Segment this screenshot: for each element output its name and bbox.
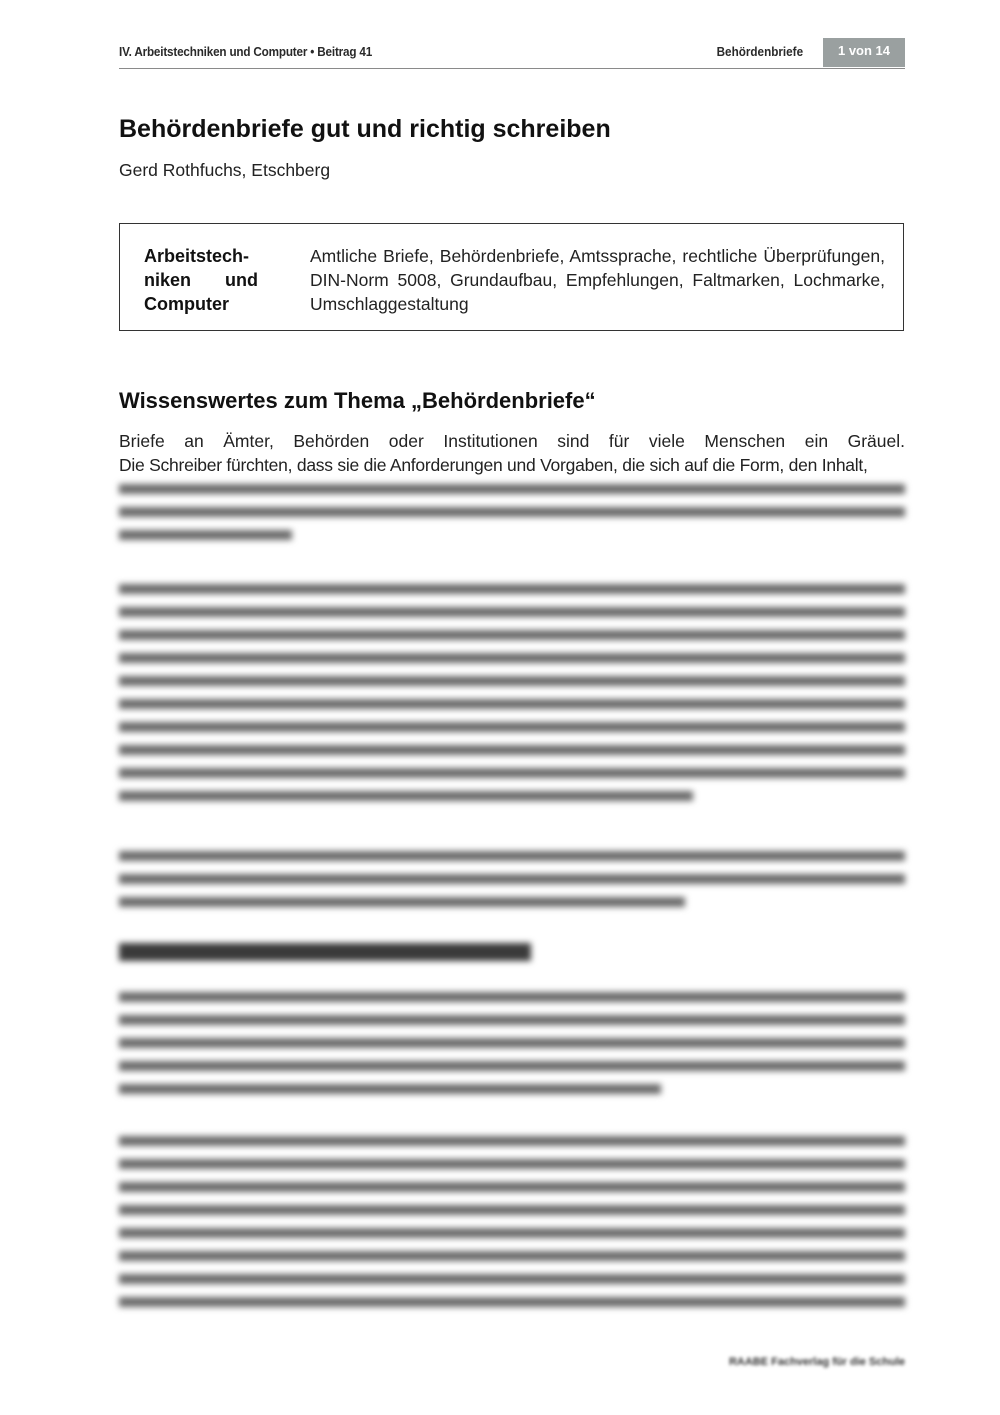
publisher-credit: RAABE Fachverlag für die Schule xyxy=(728,1356,905,1368)
blurred-paragraph xyxy=(119,478,905,553)
blurred-paragraph xyxy=(119,578,905,814)
header-topic-label: Behördenbriefe xyxy=(716,44,803,59)
header-section-label: IV. Arbeitstechniken und Computer • Beitrag 41 xyxy=(119,44,373,59)
intro-line-2: Die Schreiber fürchten, dass sie die Anforderungen und Vorgaben, die sich auf die Form, den Inhalt, xyxy=(119,455,868,475)
document-title: Behördenbriefe gut und richtig schreiben xyxy=(119,115,611,143)
section-heading-wissenswertes: Wissenswertes zum Thema „Behördenbriefe“ xyxy=(119,388,596,413)
blurred-paragraph xyxy=(119,1130,905,1320)
intro-line-1: Briefe an Ämter, Behörden oder Institutionen sind für viele Menschen ein Gräuel. xyxy=(119,431,905,451)
author-line: Gerd Rothfuchs, Etschberg xyxy=(119,160,331,180)
blurred-heading xyxy=(119,943,531,961)
topic-info-box xyxy=(119,223,904,331)
category-label: Arbeitstech- niken und Computer xyxy=(144,246,258,314)
page-header xyxy=(119,38,905,69)
page-number-badge: 1 von 14 xyxy=(823,38,905,67)
blurred-paragraph xyxy=(119,845,905,920)
keywords-text: Amtliche Briefe, Behördenbriefe, Amtssprache, rechtliche Überprüfungen, DIN-Norm 5008, Grundaufbau, Empfehlungen, Faltmarken, Lochmarke, Umschlaggestaltung xyxy=(310,246,885,314)
blurred-paragraph xyxy=(119,986,905,1107)
